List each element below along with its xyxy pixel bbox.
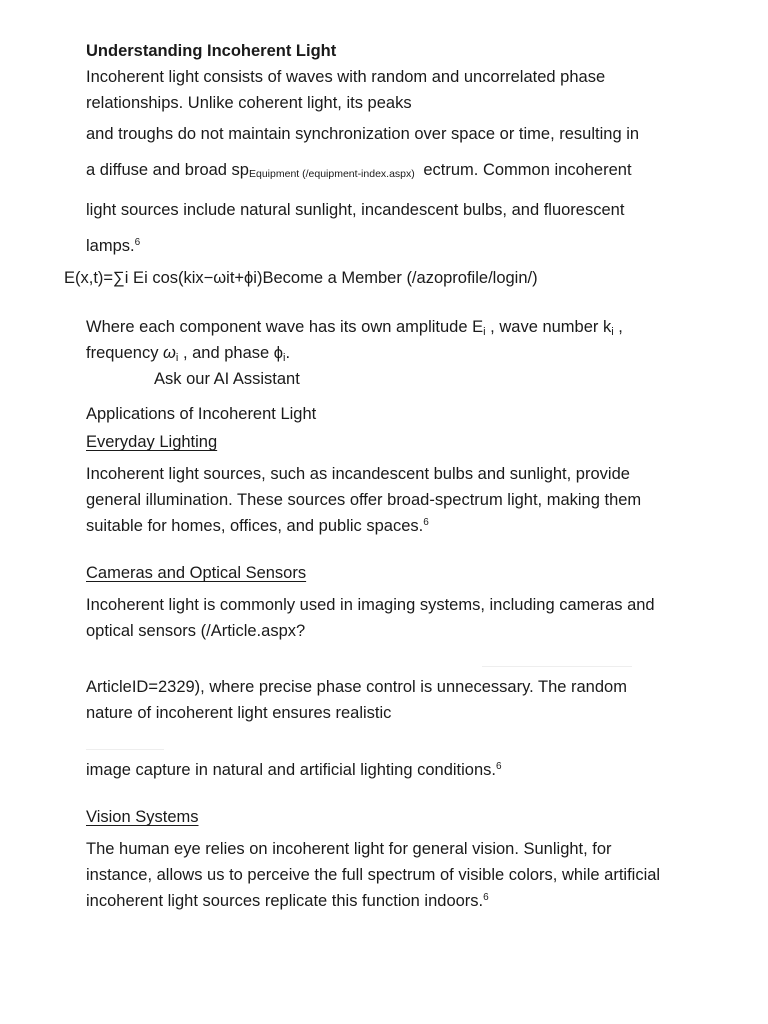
- cameras-paragraph-top: [86, 592, 686, 644]
- intro-line: light sources include natural sunlight, incandescent bulbs, and fluorescent: [86, 201, 625, 219]
- divider: [86, 749, 164, 750]
- intro-text: ectrum. Common incoherent: [423, 161, 632, 179]
- paragraph-text: Incoherent light sources, such as incandescent bulbs and sunlight, provide general illumination. These sources offer broad-spectrum light, making them suitable for homes, offices, and public spaces.: [86, 465, 642, 535]
- intro-line: and troughs do not maintain synchronization over space or time, resulting in: [86, 125, 640, 143]
- intro-line: [86, 228, 686, 264]
- paragraph-line: Incoherent light is commonly used in imaging systems, including cameras and: [86, 596, 655, 614]
- become-member-link[interactable]: Become a Member (/azoprofile/login/): [262, 269, 538, 287]
- article-link[interactable]: optical sensors (/Article.aspx?: [86, 622, 306, 640]
- ai-assistant-button[interactable]: [154, 366, 304, 392]
- intro-line: [86, 152, 686, 192]
- reference-mark: 6: [496, 761, 502, 772]
- paragraph-line: ArticleID=2329), where precise phase control is unnecessary. The random: [86, 678, 627, 696]
- subscript: i: [483, 326, 486, 338]
- paragraph-line: nature of incoherent light ensures realistic: [86, 704, 392, 722]
- cameras-paragraph-bottom: [86, 757, 686, 783]
- formula-explanation: [86, 314, 686, 366]
- wave-formula: E(x,t)=∑i Ei cos(kix−ωit+ϕi): [64, 269, 263, 287]
- intro-line: Incoherent light consists of waves with random and uncorrelated phase: [86, 68, 606, 86]
- explanation-text: , wave number k: [485, 318, 612, 336]
- omega-symbol: ω: [163, 344, 176, 362]
- explanation-line: [86, 340, 686, 366]
- everyday-lighting-title: Everyday Lighting: [86, 433, 218, 451]
- applications-heading: Applications of Incoherent Light: [86, 405, 317, 423]
- vision-systems-paragraph: [86, 836, 681, 914]
- subscript: i: [611, 326, 614, 338]
- ai-assistant-row[interactable]: [66, 366, 366, 392]
- explanation-text: , and phase ϕ: [178, 344, 284, 362]
- cameras-sensors-title: Cameras and Optical Sensors: [86, 564, 307, 582]
- intro-text: lamps.: [86, 237, 135, 255]
- paragraph-text: The human eye relies on incoherent light for general vision. Sunlight, for instance, allows us to perceive the full spectrum of visible colors, while artificial incoherent light sources replicate this function indoors.: [86, 840, 661, 910]
- explanation-text: .: [285, 344, 291, 362]
- formula-line: [64, 265, 744, 291]
- explanation-text: frequency: [86, 344, 164, 362]
- section-title: Understanding Incoherent Light: [86, 42, 337, 60]
- subscript: i: [283, 352, 286, 364]
- explanation-line: [86, 314, 686, 340]
- intro-text: a diffuse and broad sp: [86, 161, 249, 179]
- ai-assistant-label: Ask our AI Assistant: [154, 370, 300, 388]
- explanation-text: Where each component wave has its own amplitude E: [86, 318, 484, 336]
- paragraph-text: image capture in natural and artificial lighting conditions.: [86, 761, 496, 779]
- equipment-link[interactable]: Equipment (/equipment-index.aspx): [249, 168, 415, 180]
- subscript: i: [175, 352, 179, 364]
- intro-line: relationships. Unlike coherent light, its peaks: [86, 94, 412, 112]
- explanation-text: ,: [613, 318, 623, 336]
- vision-systems-title: Vision Systems: [86, 808, 199, 826]
- reference-mark: 6: [134, 237, 141, 248]
- reference-mark: 6: [483, 892, 489, 903]
- cameras-paragraph-middle: [86, 674, 686, 726]
- intro-paragraph: [86, 64, 686, 116]
- intro-continued: [86, 116, 686, 264]
- everyday-lighting-paragraph: [86, 461, 681, 539]
- divider: [482, 666, 632, 667]
- reference-mark: 6: [423, 517, 429, 528]
